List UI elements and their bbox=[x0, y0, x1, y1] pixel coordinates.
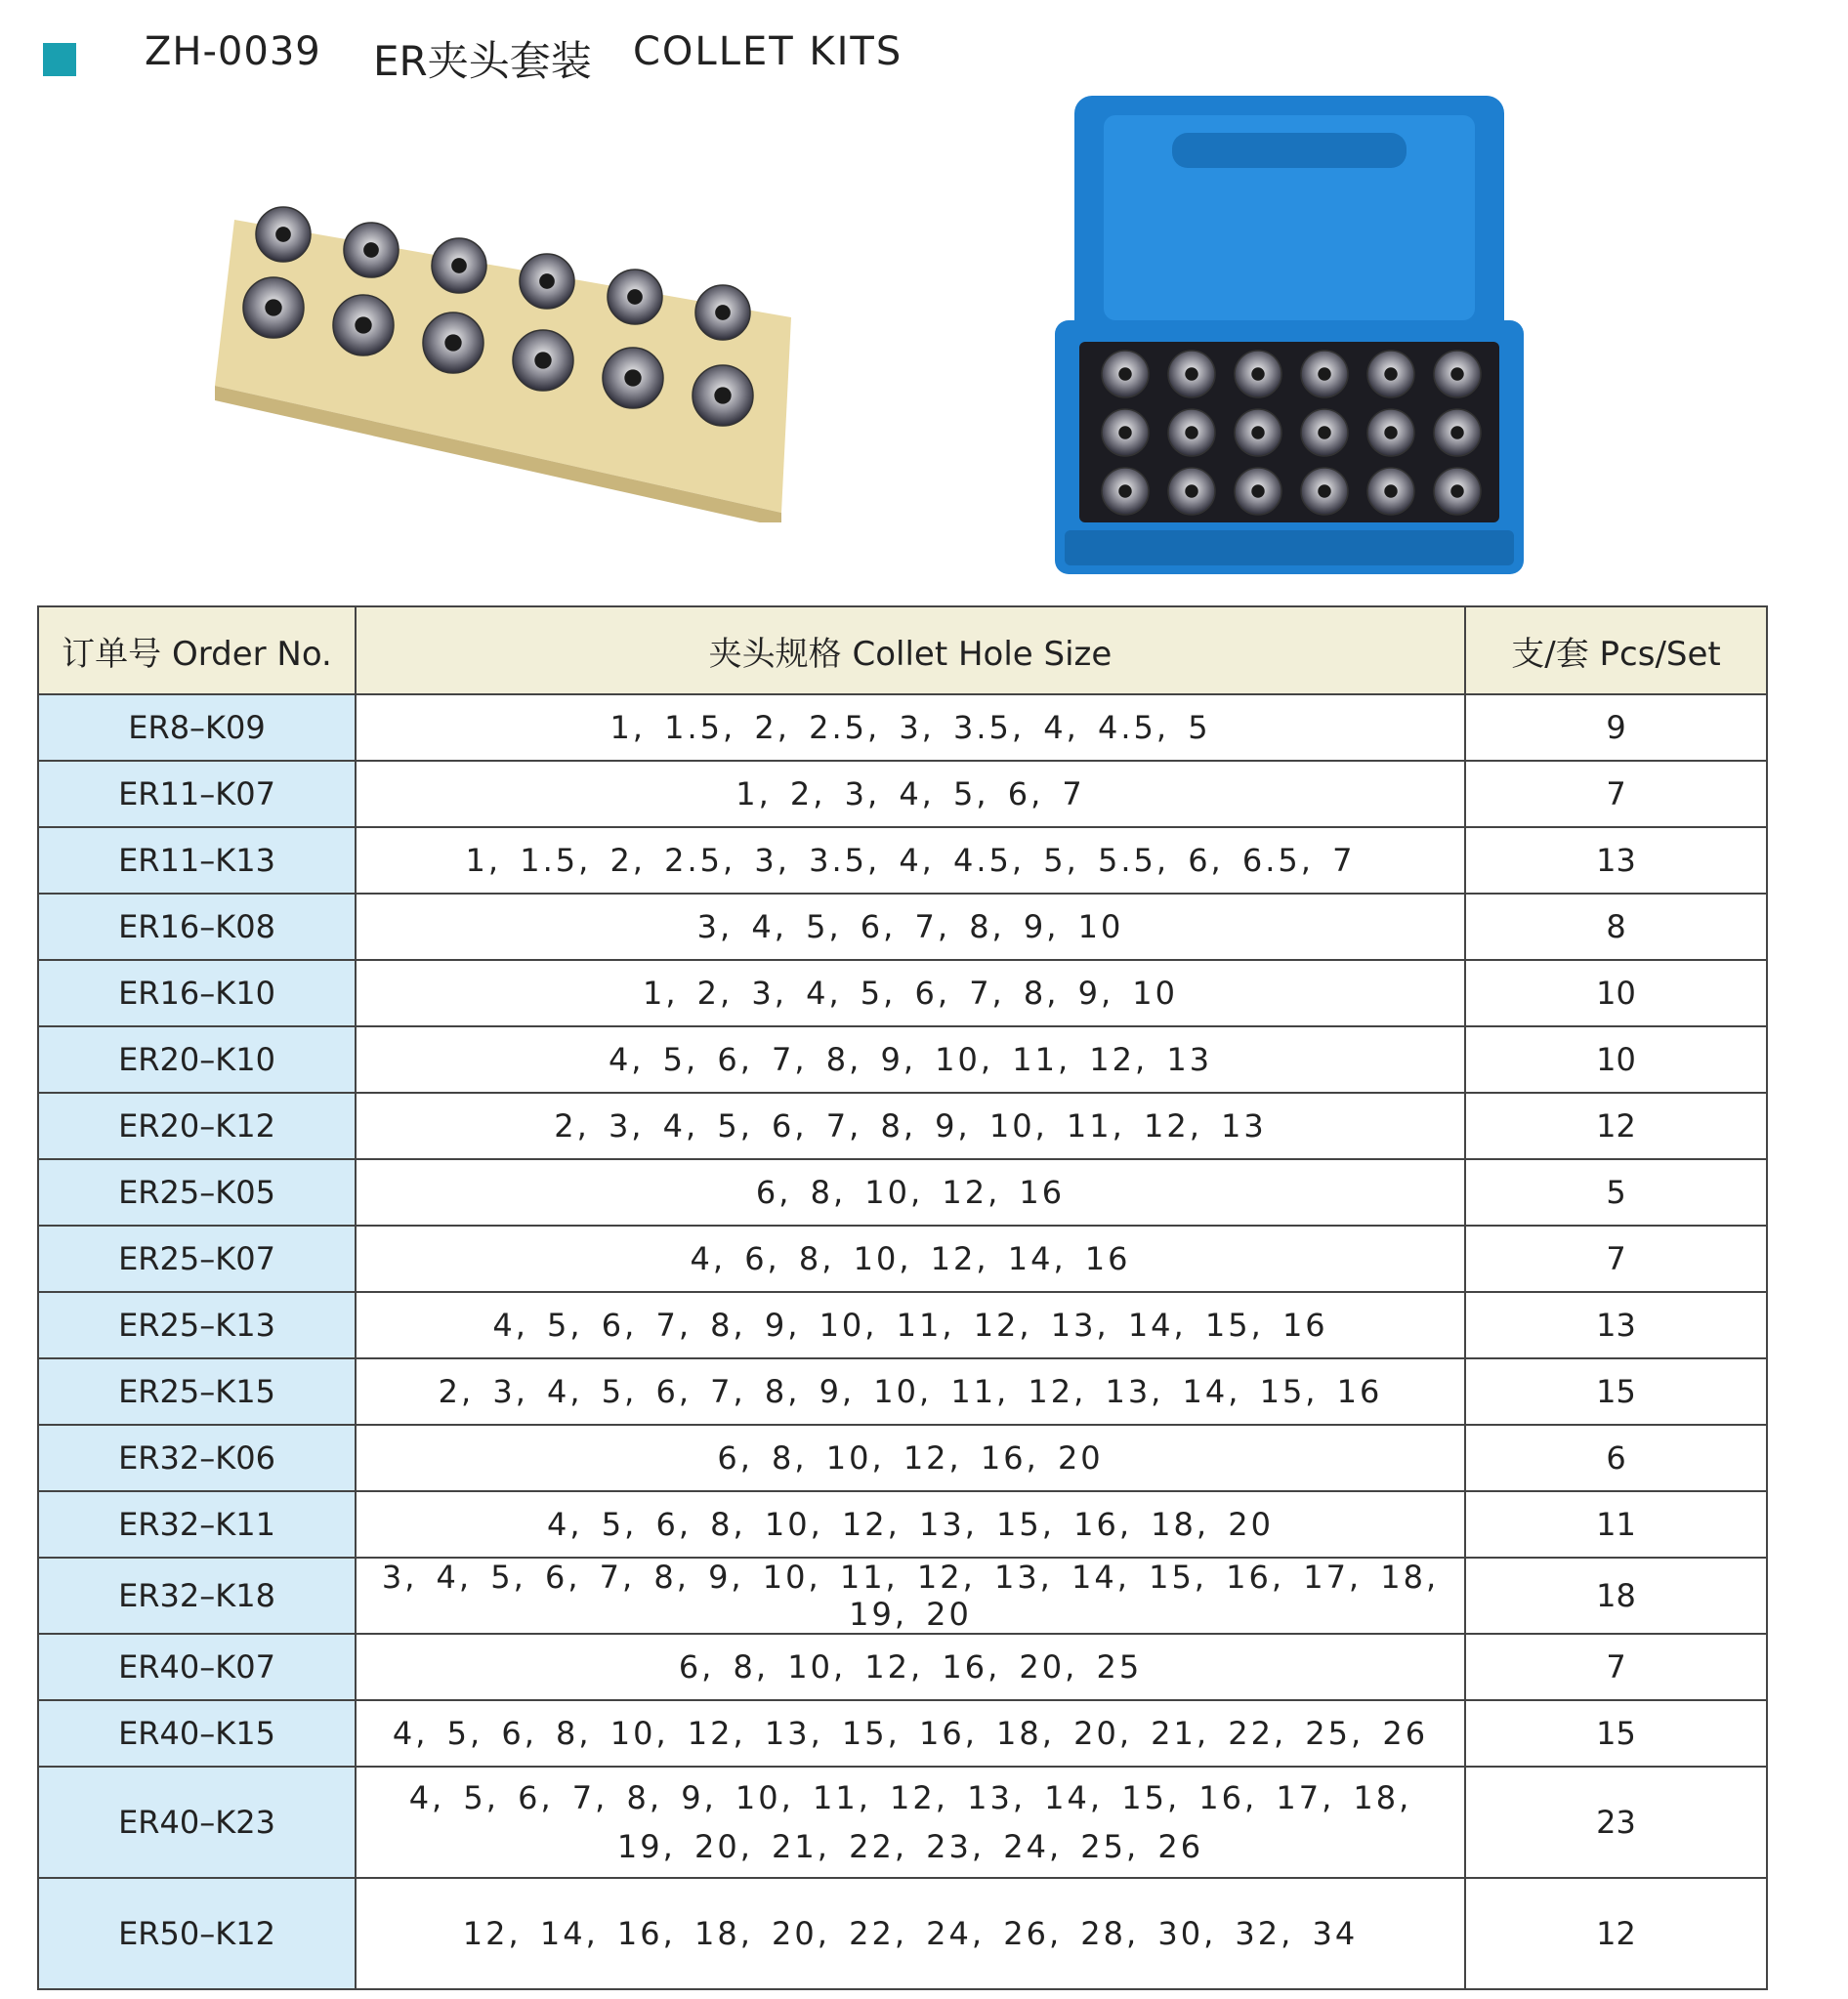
sizes-cell: 1, 1.5, 2, 2.5, 3, 3.5, 4, 4.5, 5 bbox=[356, 694, 1465, 761]
pcs-cell: 7 bbox=[1465, 1226, 1767, 1292]
collet-hole-icon bbox=[275, 227, 291, 242]
order-no-cell: ER32–K06 bbox=[38, 1425, 356, 1491]
header-pcs-per-set: 支/套 Pcs/Set bbox=[1465, 606, 1767, 694]
collet-hole-icon bbox=[1185, 484, 1197, 497]
sizes-cell: 6, 8, 10, 12, 16, 20, 25 bbox=[356, 1634, 1465, 1700]
collet-hole-icon bbox=[1318, 367, 1330, 380]
sizes-cell: 2, 3, 4, 5, 6, 7, 8, 9, 10, 11, 12, 13, 14, 15, 16 bbox=[356, 1358, 1465, 1425]
order-no-cell: ER11–K07 bbox=[38, 761, 356, 827]
pcs-cell: 7 bbox=[1465, 1634, 1767, 1700]
table-row bbox=[38, 1767, 1767, 1878]
order-no-cell: ER16–K10 bbox=[38, 960, 356, 1026]
table-row bbox=[38, 1878, 1767, 1989]
order-no-cell: ER40–K07 bbox=[38, 1634, 356, 1700]
order-no-cell: ER40–K15 bbox=[38, 1700, 356, 1767]
collet-hole-icon bbox=[539, 273, 555, 289]
collet-hole-icon bbox=[1450, 367, 1463, 380]
table-row bbox=[38, 1700, 1767, 1767]
table-row bbox=[38, 960, 1767, 1026]
table-row bbox=[38, 1026, 1767, 1093]
sizes-cell: 1, 1.5, 2, 2.5, 3, 3.5, 4, 4.5, 5, 5.5, 6, 6.5, 7 bbox=[356, 827, 1465, 894]
collet-hole-icon bbox=[1384, 367, 1397, 380]
tray-photo bbox=[215, 190, 801, 522]
pcs-cell: 23 bbox=[1465, 1767, 1767, 1878]
collet-hole-icon bbox=[1450, 426, 1463, 438]
table-row bbox=[38, 1358, 1767, 1425]
sizes-cell: 3, 4, 5, 6, 7, 8, 9, 10, 11, 12, 13, 14, 15, 16, 17, 18, 19, 20 bbox=[356, 1558, 1465, 1634]
table-row bbox=[38, 761, 1767, 827]
collet-hole-icon bbox=[534, 352, 551, 368]
order-no-cell: ER16–K08 bbox=[38, 894, 356, 960]
pcs-cell: 8 bbox=[1465, 894, 1767, 960]
collet-hole-icon bbox=[1251, 367, 1264, 380]
sizes-cell: 4, 5, 6, 7, 8, 9, 10, 11, 12, 13 bbox=[356, 1026, 1465, 1093]
sizes-cell: 4, 5, 6, 8, 10, 12, 13, 15, 16, 18, 20 bbox=[356, 1491, 1465, 1558]
order-no-cell: ER25–K13 bbox=[38, 1292, 356, 1358]
collet-hole-icon bbox=[1318, 484, 1330, 497]
order-no-cell: ER40–K23 bbox=[38, 1767, 356, 1878]
collet-hole-icon bbox=[624, 369, 641, 386]
sizes-cell: 6, 8, 10, 12, 16 bbox=[356, 1159, 1465, 1226]
order-no-cell: ER25–K05 bbox=[38, 1159, 356, 1226]
table-row bbox=[38, 1558, 1767, 1634]
pcs-cell: 13 bbox=[1465, 1292, 1767, 1358]
sizes-cell: 1, 2, 3, 4, 5, 6, 7, 8, 9, 10 bbox=[356, 960, 1465, 1026]
order-no-cell: ER50–K12 bbox=[38, 1878, 356, 1989]
pcs-cell: 12 bbox=[1465, 1878, 1767, 1989]
order-no-cell: ER11–K13 bbox=[38, 827, 356, 894]
sizes-cell: 3, 4, 5, 6, 7, 8, 9, 10 bbox=[356, 894, 1465, 960]
order-no-cell: ER8–K09 bbox=[38, 694, 356, 761]
collet-hole-icon bbox=[715, 305, 731, 320]
pcs-cell: 15 bbox=[1465, 1700, 1767, 1767]
order-no-cell: ER20–K12 bbox=[38, 1093, 356, 1159]
collet-hole-icon bbox=[363, 242, 379, 258]
sizes-cell: 4, 5, 6, 7, 8, 9, 10, 11, 12, 13, 14, 15, 16, 17, 18, 19, 20, 21, 22, 23, 24, 25, 26 bbox=[356, 1767, 1465, 1878]
order-no-cell: ER20–K10 bbox=[38, 1026, 356, 1093]
collet-hole-icon bbox=[1185, 426, 1197, 438]
header-order-no: 订单号 Order No. bbox=[38, 606, 356, 694]
collet-hole-icon bbox=[355, 316, 371, 333]
sizes-cell: 6, 8, 10, 12, 16, 20 bbox=[356, 1425, 1465, 1491]
collet-hole-icon bbox=[627, 289, 643, 305]
order-no-cell: ER25–K07 bbox=[38, 1226, 356, 1292]
pcs-cell: 18 bbox=[1465, 1558, 1767, 1634]
order-no-cell: ER32–K18 bbox=[38, 1558, 356, 1634]
sizes-cell: 12, 14, 16, 18, 20, 22, 24, 26, 28, 30, 32, 34 bbox=[356, 1878, 1465, 1989]
collet-hole-icon bbox=[1251, 484, 1264, 497]
pcs-cell: 7 bbox=[1465, 761, 1767, 827]
square-bullet-icon bbox=[43, 43, 76, 76]
collet-hole-icon bbox=[1185, 367, 1197, 380]
table-row bbox=[38, 694, 1767, 761]
collet-hole-icon bbox=[1118, 484, 1131, 497]
pcs-cell: 10 bbox=[1465, 960, 1767, 1026]
collet-hole-icon bbox=[265, 299, 281, 315]
sizes-cell: 4, 5, 6, 8, 10, 12, 13, 15, 16, 18, 20, 21, 22, 25, 26 bbox=[356, 1700, 1465, 1767]
pcs-cell: 11 bbox=[1465, 1491, 1767, 1558]
collet-hole-icon bbox=[1384, 484, 1397, 497]
table-row bbox=[38, 1634, 1767, 1700]
case-photo bbox=[1035, 86, 1543, 584]
table-row bbox=[38, 1292, 1767, 1358]
pcs-cell: 9 bbox=[1465, 694, 1767, 761]
collet-hole-icon bbox=[451, 258, 467, 273]
title-english: COLLET KITS bbox=[633, 29, 903, 74]
product-code: ZH-0039 bbox=[145, 29, 321, 74]
table-row bbox=[38, 1226, 1767, 1292]
collet-hole-icon bbox=[1318, 426, 1330, 438]
collet-hole-icon bbox=[1118, 426, 1131, 438]
collet-hole-icon bbox=[444, 334, 461, 351]
collet-kits-table bbox=[37, 605, 1768, 1990]
table-row bbox=[38, 827, 1767, 894]
pcs-cell: 12 bbox=[1465, 1093, 1767, 1159]
table-row bbox=[38, 1093, 1767, 1159]
pcs-cell: 6 bbox=[1465, 1425, 1767, 1491]
pcs-cell: 13 bbox=[1465, 827, 1767, 894]
collet-hole-icon bbox=[714, 387, 731, 403]
sizes-cell: 4, 5, 6, 7, 8, 9, 10, 11, 12, 13, 14, 15, 16 bbox=[356, 1292, 1465, 1358]
collet-hole-icon bbox=[1118, 367, 1131, 380]
sizes-cell: 1, 2, 3, 4, 5, 6, 7 bbox=[356, 761, 1465, 827]
table-row bbox=[38, 1491, 1767, 1558]
table-row bbox=[38, 1159, 1767, 1226]
collet-hole-icon bbox=[1450, 484, 1463, 497]
table-row bbox=[38, 1425, 1767, 1491]
collet-hole-icon bbox=[1251, 426, 1264, 438]
header-collet-hole-size: 夹头规格 Collet Hole Size bbox=[356, 606, 1465, 694]
title-chinese: ER夹头套装 bbox=[373, 37, 592, 85]
sizes-cell: 2, 3, 4, 5, 6, 7, 8, 9, 10, 11, 12, 13 bbox=[356, 1093, 1465, 1159]
sizes-cell: 4, 6, 8, 10, 12, 14, 16 bbox=[356, 1226, 1465, 1292]
order-no-cell: ER32–K11 bbox=[38, 1491, 356, 1558]
order-no-cell: ER25–K15 bbox=[38, 1358, 356, 1425]
pcs-cell: 15 bbox=[1465, 1358, 1767, 1425]
table-header-row bbox=[38, 606, 1767, 694]
pcs-cell: 5 bbox=[1465, 1159, 1767, 1226]
page-header bbox=[0, 0, 1848, 107]
table-row bbox=[38, 894, 1767, 960]
pcs-cell: 10 bbox=[1465, 1026, 1767, 1093]
collet-hole-icon bbox=[1384, 426, 1397, 438]
